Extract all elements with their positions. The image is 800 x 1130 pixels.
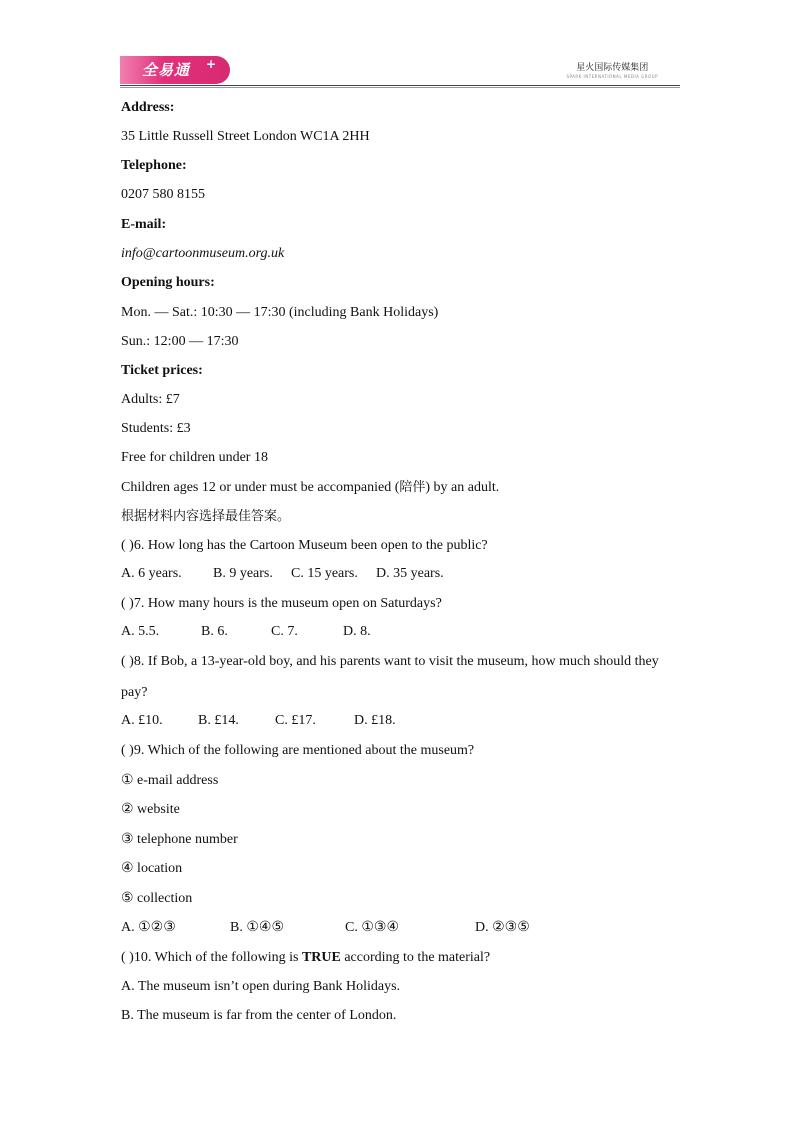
q9-item-3: ③ telephone number (121, 832, 238, 847)
question-7: ( )7. How many hours is the museum open on Saturdays? (121, 596, 442, 611)
q10-text-pre: ( )10. Which of the following is (121, 950, 302, 965)
address-label: Address: (121, 100, 175, 115)
q9-option-a: A. ①②③ (121, 920, 176, 935)
question-6: ( )6. How long has the Cartoon Museum been open to the public? (121, 538, 488, 553)
q9-option-c: C. ①③④ (345, 920, 399, 935)
q10-option-b: B. The museum is far from the center of London. (121, 1008, 397, 1023)
note-post: ) by an adult. (425, 480, 500, 495)
q8-option-b: B. £14. (198, 713, 239, 728)
q6-option-b: B. 9 years. (213, 566, 273, 581)
logo-plus: + (206, 57, 217, 71)
telephone-label: Telephone: (121, 158, 187, 173)
q9-item-5: ⑤ collection (121, 891, 193, 906)
q6-option-a: A. 6 years. (121, 566, 182, 581)
q7-option-c: C. 7. (271, 624, 298, 639)
page-header (120, 56, 680, 88)
q7-option-d: D. 8. (343, 624, 371, 639)
price-adults: Adults: £7 (121, 392, 180, 407)
q8-option-c: C. £17. (275, 713, 316, 728)
q8-option-d: D. £18. (354, 713, 396, 728)
q6-option-c: C. 15 years. (291, 566, 358, 581)
note-pre: Children ages 12 or under must be accompanied ( (121, 480, 400, 495)
q9-item-4: ④ location (121, 861, 183, 876)
email-value: info@cartoonmuseum.org.uk (121, 246, 285, 261)
q9-option-b: B. ①④⑤ (230, 920, 284, 935)
hours-weekday: Mon. — Sat.: 10:30 — 17:30 (including Bank Holidays) (121, 305, 439, 320)
address-value: 35 Little Russell Street London WC1A 2HH (121, 129, 370, 144)
prices-label: Ticket prices: (121, 363, 203, 378)
q10-option-a: A. The museum isn’t open during Bank Holidays. (121, 979, 401, 994)
question-8: ( )8. If Bob, a 13-year-old boy, and his parents want to visit the museum, how much should they (121, 654, 659, 669)
accompany-note (121, 479, 499, 497)
price-free: Free for children under 18 (121, 450, 268, 465)
hours-label: Opening hours: (121, 275, 215, 290)
q8-option-a: A. £10. (121, 713, 163, 728)
publisher-subtitle: SPARK INTERNATIONAL MEDIA GROUP (566, 74, 658, 79)
note-cn: 陪伴 (399, 480, 426, 495)
q10-text-post: according to the material? (340, 950, 491, 965)
brand-logo (120, 56, 230, 84)
q6-option-d: D. 35 years. (376, 566, 444, 581)
q10-text-bold: TRUE (301, 950, 341, 965)
q9-option-d: D. ②③⑤ (475, 920, 530, 935)
telephone-value: 0207 580 8155 (121, 187, 205, 202)
q7-option-a: A. 5.5. (121, 624, 160, 639)
question-8-cont: pay? (121, 685, 148, 700)
question-10 (121, 949, 490, 967)
publisher-title: 星火国际传媒集团 (576, 63, 649, 73)
price-students: Students: £3 (121, 421, 191, 436)
question-9: ( )9. Which of the following are mentioned about the museum? (121, 743, 475, 758)
email-label: E-mail: (121, 217, 167, 232)
instruction: 根据材料内容选择最佳答案。 (121, 509, 291, 524)
header-rule-thin (120, 87, 680, 88)
publisher-name (566, 60, 658, 79)
header-rule (120, 85, 680, 86)
logo-text: 全易通 (142, 61, 191, 79)
hours-sunday: Sun.: 12:00 — 17:30 (121, 334, 239, 349)
q9-item-1: ① e-mail address (121, 773, 219, 788)
q7-option-b: B. 6. (201, 624, 228, 639)
q9-item-2: ② website (121, 802, 180, 817)
